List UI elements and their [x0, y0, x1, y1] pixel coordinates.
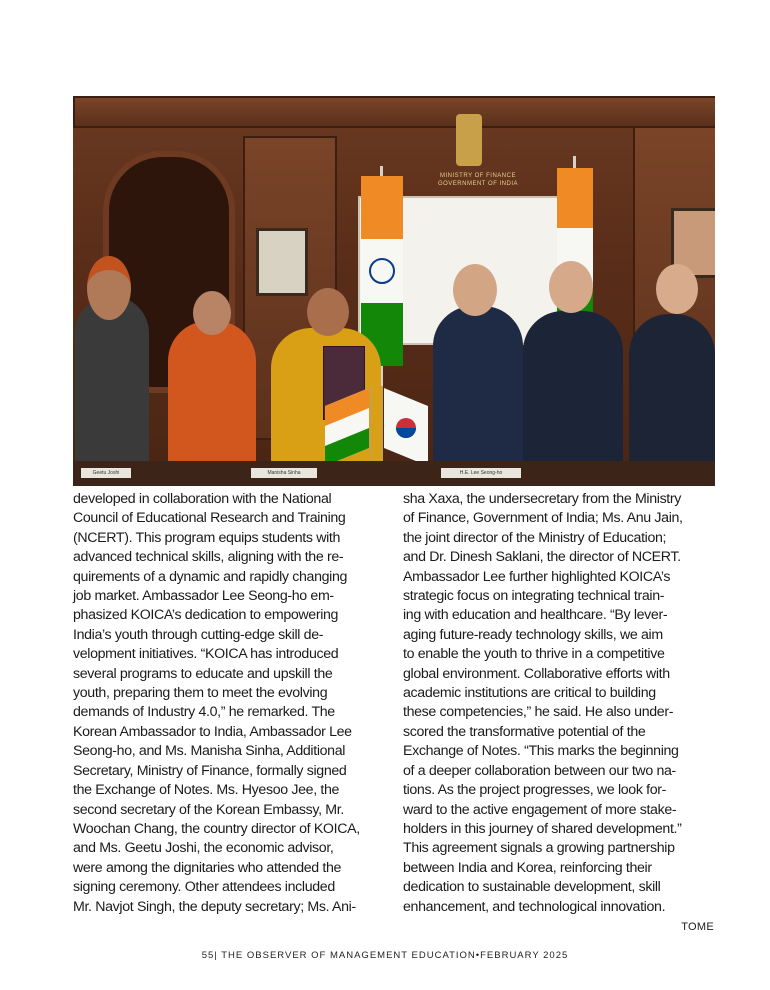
person-embassy-official: [629, 314, 715, 472]
person-lee-seong-ho: [433, 306, 523, 471]
person-head: [307, 288, 349, 336]
page-footer: [0, 950, 770, 961]
person-head: [453, 264, 497, 316]
person-navjot-singh: [75, 296, 149, 466]
signing-ceremony-photo: [73, 96, 715, 486]
page-number: 55: [201, 950, 215, 961]
publication-line: THE OBSERVER OF MANAGEMENT EDUCATION•FEBRUARY 2025: [217, 950, 569, 961]
name-plate: Geetu Joshi: [81, 468, 131, 478]
person-geetu-joshi: [168, 321, 256, 466]
name-plate: H.E. Lee Seong-ho: [441, 468, 521, 478]
person-head: [656, 264, 698, 314]
wood-cornice: [73, 96, 715, 128]
person-woochan-chang: [523, 311, 623, 471]
national-emblem-icon: [456, 114, 482, 166]
person-head: [193, 291, 231, 335]
article-column-left: developed in collaboration with the National Council of Educational Research and Training (NCERT). This program equips students with advanced technical skills, aligning with the re- quirements of a dynamic and rapidly changing job market. Ambassador Lee Seong-ho em- phasized KOICA’s dedication to empowering India’s youth through cutting-edge skill de- velopment initiatives. “KOICA has introduced several programs to educate and upskill the youth, preparing them to meet the evolving demands of Industry 4.0,” he remarked. The Korean Ambassador to India, Ambassador Lee Seong-ho, and Ms. Manisha Sinha, Additional Secretary, Ministry of Finance, formally signed the Exchange of Notes. Ms. Hyesoo Jee, the second secretary of the Korean Embassy, Mr. Woochan Chang, the country director of KOICA, and Ms. Geetu Joshi, the economic advisor, were among the dignitaries who attended the signing ceremony. Other attendees included Mr. Navjot Singh, the deputy secretary; Ms. Ani-: [73, 491, 360, 915]
person-head: [549, 261, 593, 313]
conference-table: [73, 461, 715, 486]
gandhi-portrait: [256, 228, 308, 296]
article-column-right: sha Xaxa, the undersecretary from the Ministry of Finance, Government of India; Ms. Anu Jain, the joint director of the Ministry of Education; and Dr. Dinesh Saklani, the director of NCERT. Ambassador Lee further highlighted KOICA’s strategic focus on integrating technical train- ing with education and healthcare. “By lever- aging future-ready technology skills, we aim to enable the youth to thrive in a competitive global environment. Collaborative efforts with academic institutions are critical to building these competencies,” he said. He also under- scored the transformative potential of the Exchange of Notes. “This marks the beginning of a deeper collaboration between our two na- tions. As the project progresses, we look for- ward to the active engagement of more stake- holders in this journey of shared development.” This agreement signals a growing partnership between India and Korea, reinforcing their dedication to sustainable development, skill enhancement, and technological innovation.: [403, 491, 683, 915]
wall-sign: MINISTRY OF FINANCE GOVERNMENT OF INDIA: [437, 173, 519, 187]
person-head: [87, 256, 131, 320]
footer-separator: |: [214, 950, 218, 961]
article-signoff: TOME: [681, 921, 714, 933]
name-plate: Manisha Sinha: [251, 468, 317, 478]
